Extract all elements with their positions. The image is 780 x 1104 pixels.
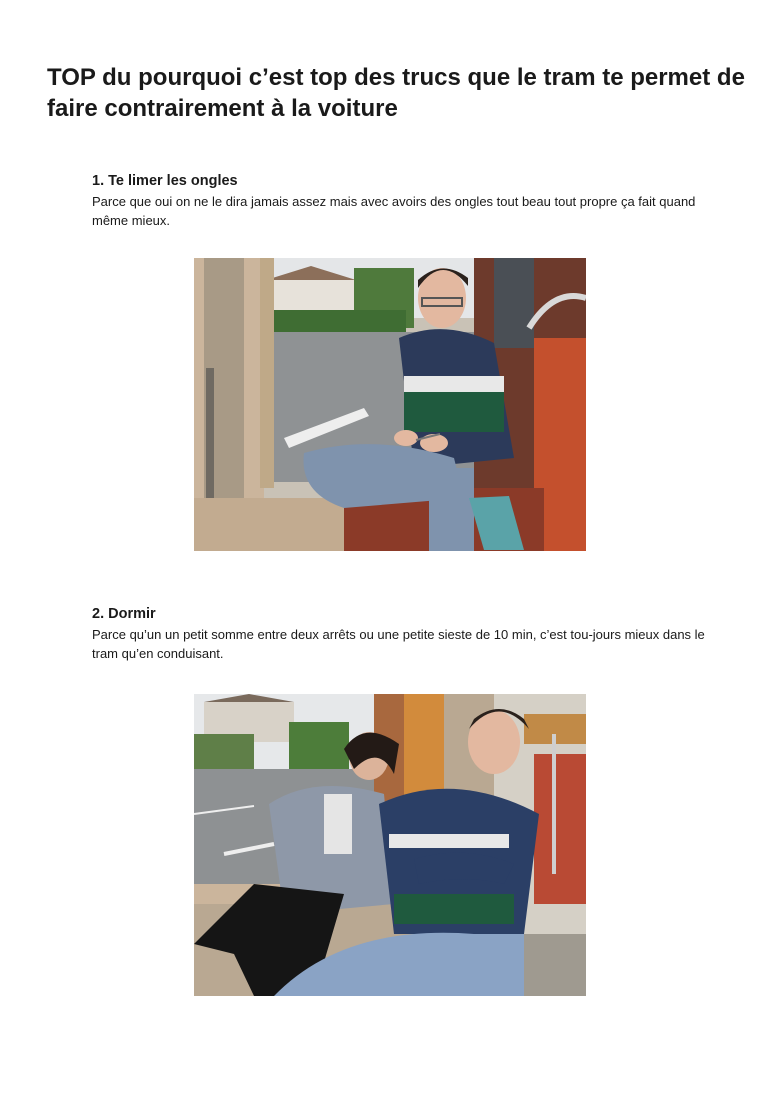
page-title: TOP du pourquoi c’est top des trucs que le tram te permet de faire contrairement à la voiture: [47, 64, 745, 122]
section-nail-filing: [92, 172, 712, 230]
section-sleeping: [92, 605, 712, 663]
section-heading: 2. Dormir: [92, 606, 156, 622]
section-text: Parce que oui on ne le dira jamais assez mais avec avoirs des ongles tout beau tout propre ça fait quand même mieux.: [92, 194, 696, 228]
section-text: Parce qu’un un petit somme entre deux arrêts ou une petite sieste de 10 min, c’est tou-jours mieux dans le tram qu’en conduisant.: [92, 627, 705, 661]
section-heading: 1. Te limer les ongles: [92, 173, 238, 189]
photo-sleeping: [194, 694, 586, 996]
photo-nail-filing: [194, 258, 586, 551]
